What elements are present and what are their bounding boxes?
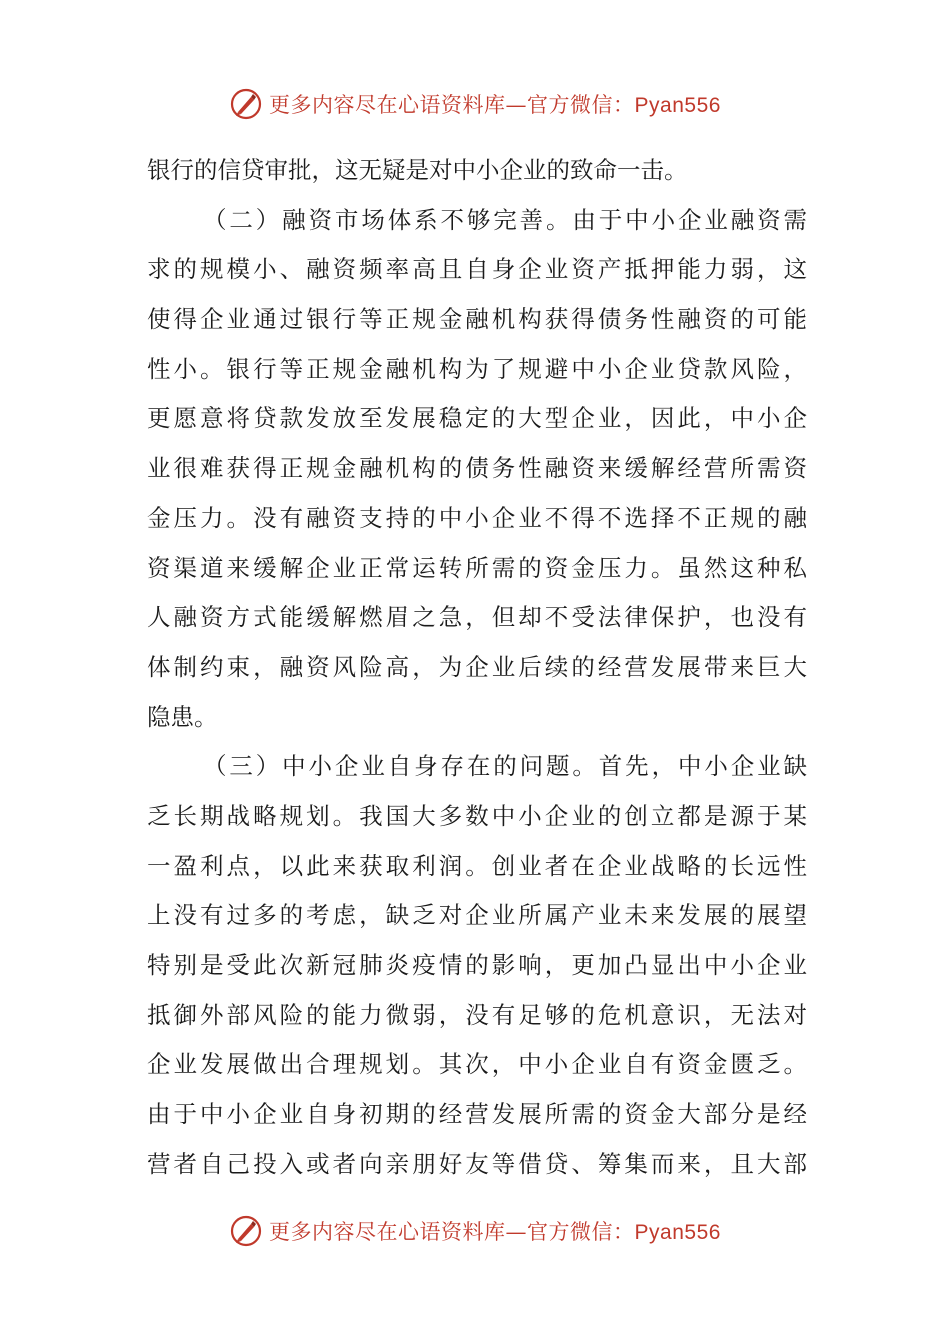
- text-line: 人融资方式能缓解燃眉之急，但却不受法律保护，也没有: [147, 603, 807, 632]
- header-watermark-banner: [0, 84, 950, 124]
- text-line: 隐患。: [147, 702, 218, 731]
- text-line: 乏长期战略规划。我国大多数中小企业的创立都是源于某: [147, 801, 807, 830]
- text-line: 更愿意将贷款发放至发展稳定的大型企业，因此，中小企: [147, 404, 807, 433]
- footer-watermark-banner: [0, 1211, 950, 1251]
- text-line: 企业发展做出合理规划。其次，中小企业自有资金匮乏。: [147, 1050, 807, 1079]
- text-line: 上没有过多的考虑，缺乏对企业所属产业未来发展的展望: [147, 901, 807, 930]
- text-line: 资渠道来缓解企业正常运转所需的资金压力。虽然这种私: [147, 553, 807, 582]
- text-line: 业很难获得正规金融机构的债务性融资来缓解经营所需资: [147, 454, 807, 483]
- watermark-text: 更多内容尽在心语资料库—官方微信：Pyan556: [269, 93, 721, 117]
- text-line: （三）中小企业自身存在的问题。首先，中小企业缺: [203, 752, 807, 781]
- watermark-text: 更多内容尽在心语资料库—官方微信：Pyan556: [269, 1220, 721, 1244]
- text-line: 求的规模小、融资频率高且自身企业资产抵押能力弱，这: [147, 255, 807, 284]
- pen-seal-icon: [229, 87, 263, 121]
- text-line: 抵御外部风险的能力微弱，没有足够的危机意识，无法对: [147, 1000, 807, 1029]
- document-body: [147, 146, 807, 1189]
- text-line: 使得企业通过银行等正规金融机构获得债务性融资的可能: [147, 305, 807, 334]
- text-line: 性小。银行等正规金融机构为了规避中小企业贷款风险，: [147, 354, 807, 383]
- text-line: 营者自己投入或者向亲朋好友等借贷、筹集而来，且大部: [147, 1149, 807, 1178]
- text-line: （二）融资市场体系不够完善。由于中小企业融资需: [203, 205, 807, 234]
- text-line: 银行的信贷审批，这无疑是对中小企业的致命一击。: [147, 156, 688, 184]
- text-line: 一盈利点，以此来获取利润。创业者在企业战略的长远性: [147, 851, 807, 880]
- pen-seal-icon: [229, 1214, 263, 1248]
- text-line: 体制约束，融资风险高，为企业后续的经营发展带来巨大: [147, 652, 807, 681]
- text-line: 特别是受此次新冠肺炎疫情的影响，更加凸显出中小企业: [147, 951, 807, 979]
- text-line: 由于中小企业自身初期的经营发展所需的资金大部分是经: [147, 1100, 807, 1129]
- text-line: 金压力。没有融资支持的中小企业不得不选择不正规的融: [147, 503, 807, 532]
